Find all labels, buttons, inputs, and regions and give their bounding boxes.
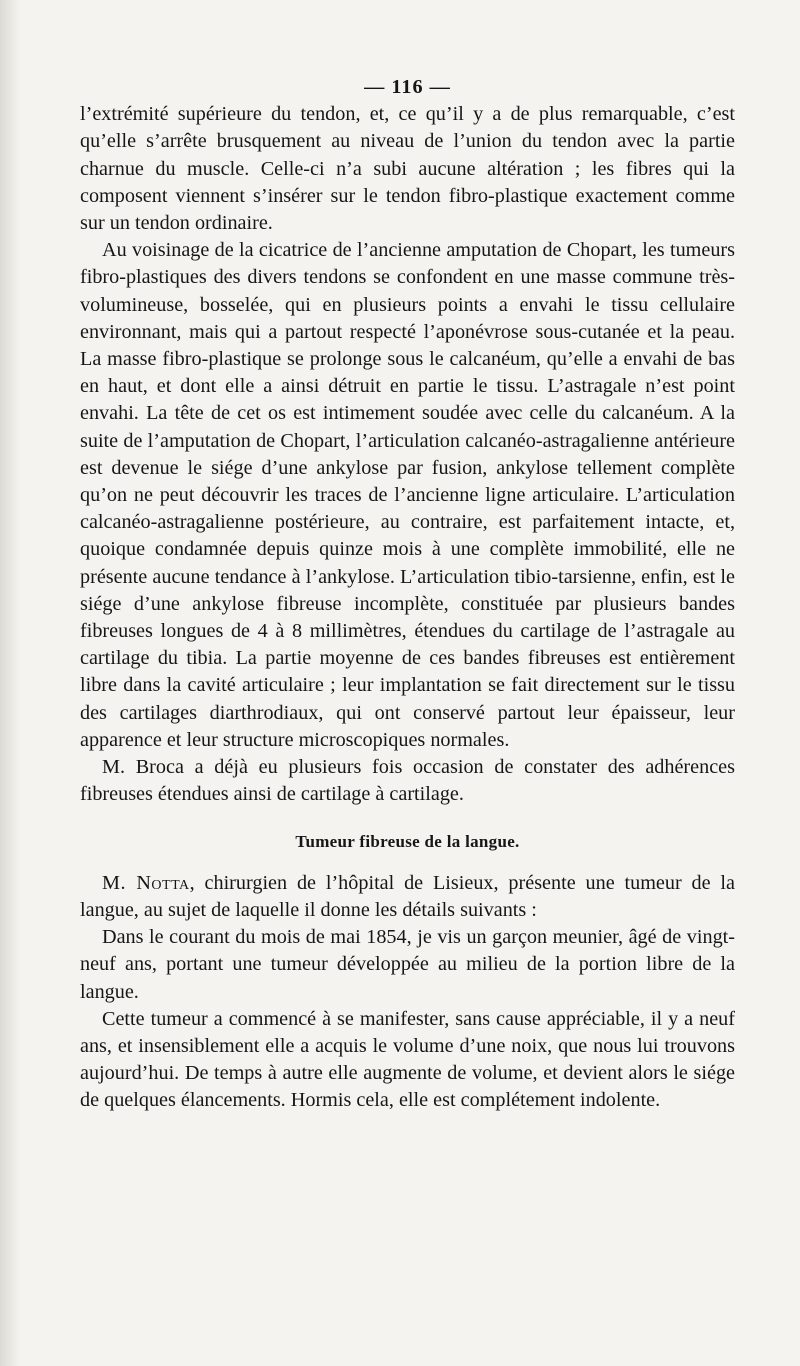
- paragraph-continuation: l’extrémité supérieure du tendon, et, ce qu’il y a de plus remarquable, c’est qu’elle s’arrête brusquement au niveau de l’union du tendon avec la partie charnue du muscle. Celle-ci n’a subi aucune altération ; les fibres qui la composent viennent s’insérer sur le tendon fibro-plastique exactement comme sur un tendon ordinaire.: [80, 103, 735, 235]
- paragraph-chopart-amputation: Au voisinage de la cicatrice de l’ancienne amputation de Chopart, les tumeurs fibro-plastiques des divers tendons se confondent en une masse commune très-volumineuse, bosselée, qui en plusieurs points a envahi le tissu cellulaire environnant, mais qui a partout respecté l’aponévrose sous-cutanée et la peau. La masse fibro-plastique se prolonge sous le calcanéum, qu’elle a envahi de bas en haut, et dont elle a ainsi détruit en partie le tissu. L’astragale n’est point envahi. La tête de cet os est intimement soudée avec celle du calcanéum. A la suite de l’amputation de Chopart, l’articulation calcanéo-astragalienne antérieure est devenue le siége d’une ankylose par fusion, ankylose tellement complète qu’on ne peut découvrir les traces de l’ancienne ligne articulaire. L’articulation calcanéo-astragalienne postérieure, au contraire, est parfaitement intacte, et, quoique condamnée depuis quinze mois à une complète immobilité, elle ne présente aucune tendance à l’ankylose. L’articulation tibio-tarsienne, enfin, est le siége d’une ankylose fibreuse incomplète, constituée par plusieurs bandes fibreuses longues de 4 à 8 millimètres, étendues du cartilage de l’astragale au cartilage du tibia. La partie moyenne de ces bandes fibreuses est entièrement libre dans la cavité articulaire ; leur implantation se fait directement sur le tissu des cartilages diarthrodiaux, qui ont conservé partout leur épaisseur, leur apparence et leur structure microscopiques normales.: [80, 239, 735, 751]
- section-heading: Tumeur fibreuse de la langue.: [295, 832, 520, 852]
- paragraph-case-description: Dans le courant du mois de mai 1854, je vis un garçon meunier, âgé de vingt-neuf ans, portant une tumeur développée au milieu de la portion libre de la langue.: [80, 926, 735, 1003]
- author-name: M. Notta: [102, 871, 190, 894]
- page-number: — 116 —: [364, 76, 451, 98]
- paragraph-broca: M. Broca a déjà eu plusieurs fois occasion de constater des adhérences fibreuses étendues ainsi de cartilage à cartilage.: [80, 756, 735, 806]
- paragraph-notta-text: , chirurgien de l’hôpital de Lisieux, présente une tumeur de la langue, au sujet de laquelle il donne les détails suivants :: [80, 871, 735, 921]
- paragraph-tumor-history: Cette tumeur a commencé à se manifester, sans cause appréciable, il y a neuf ans, et insensiblement elle a acquis le volume d’une noix, que nous lui trouvons aujourd’hui. De temps à autre elle augmente de volume, et devient alors le siége de quelques élancements. Hormis cela, elle est complétement indolente.: [80, 1007, 735, 1112]
- page-content: [80, 74, 735, 1115]
- paragraph-notta: [80, 870, 735, 924]
- scan-edge: [0, 0, 20, 1366]
